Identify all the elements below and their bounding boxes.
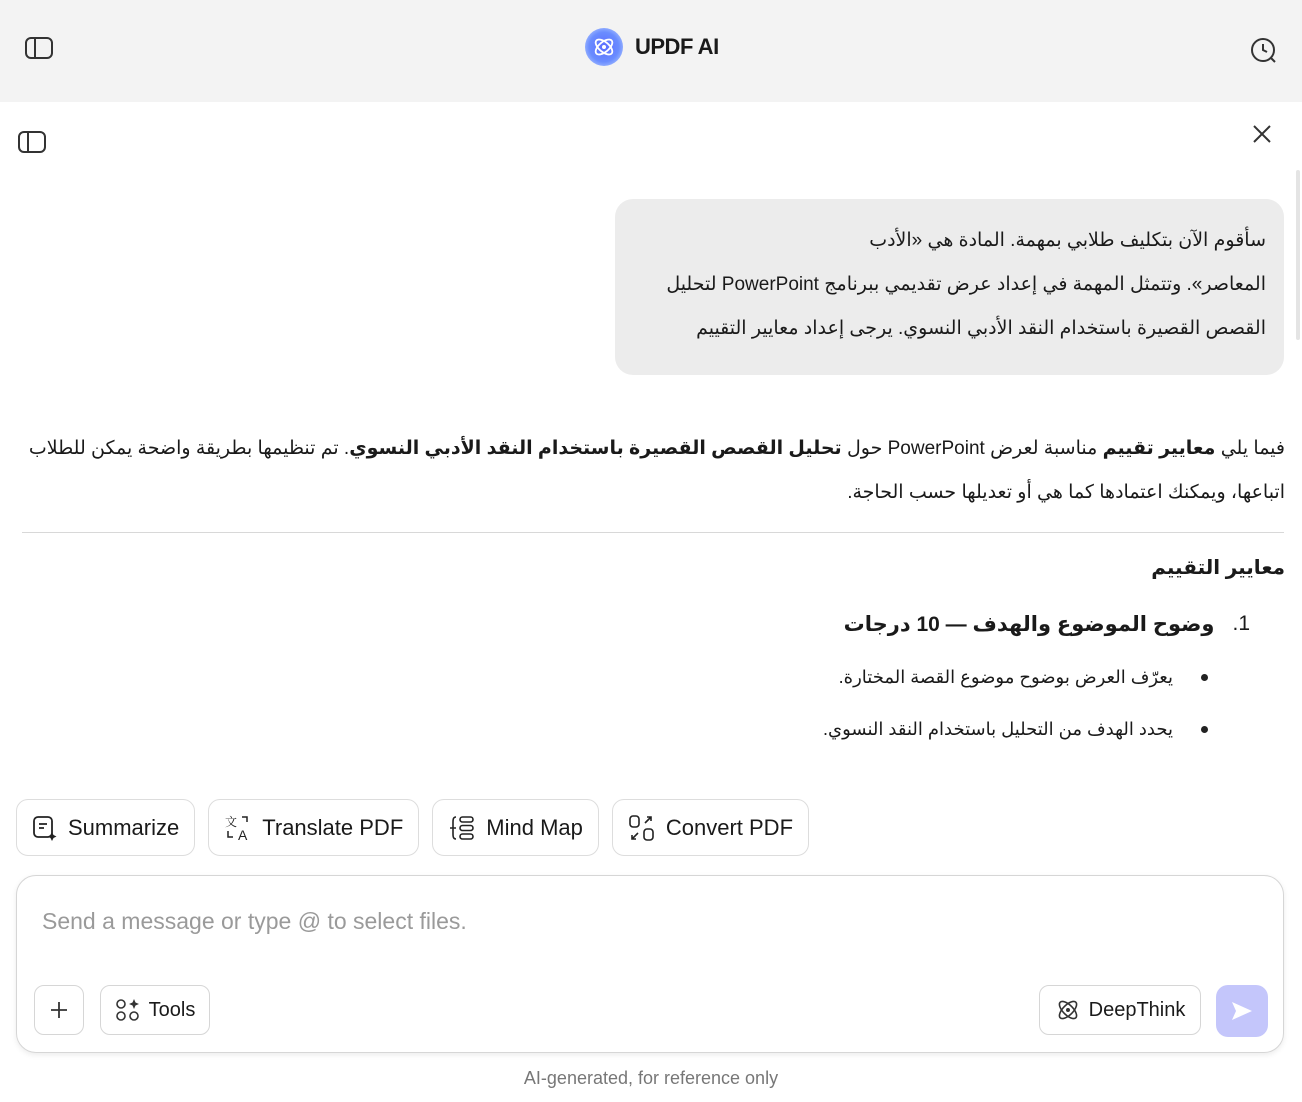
updf-ai-logo-icon xyxy=(585,28,623,66)
message-composer[interactable] xyxy=(16,875,1284,1053)
item-number: 1. xyxy=(1232,612,1250,635)
deepthink-toggle[interactable] xyxy=(1039,985,1201,1035)
panel-sidebar-icon[interactable] xyxy=(18,131,46,158)
bold-text: تحليل القصص القصيرة باستخدام النقد الأدبي النسوي xyxy=(349,438,842,459)
mind-map-button[interactable] xyxy=(432,799,599,856)
bullet-item xyxy=(823,719,1208,740)
disclaimer: AI-generated, for reference only xyxy=(523,1068,779,1088)
text: . تم تنظيمها بطريقة واضحة يمكن للطلاب اتباعها، ويمكنك اعتمادها كما هي أو تعديلها حسب الحاجة. xyxy=(28,438,1285,503)
chip-label: Mind Map xyxy=(486,814,583,840)
item-title: وضوح الموضوع والهدف — 10 درجات xyxy=(843,613,1215,636)
close-icon[interactable] xyxy=(1252,124,1272,149)
translate-pdf-button[interactable] xyxy=(208,799,419,856)
scrollbar[interactable] xyxy=(1296,170,1300,340)
translate-icon xyxy=(224,814,252,842)
add-button[interactable] xyxy=(34,985,84,1035)
app-title: UPDF AI xyxy=(635,34,719,59)
mind-map-icon xyxy=(448,814,476,842)
chip-label: Translate PDF xyxy=(262,814,404,840)
bullet-icon xyxy=(1201,674,1208,681)
bullet-text: يحدد الهدف من التحليل باستخدام النقد النسوي. xyxy=(823,719,1173,739)
divider xyxy=(22,532,1284,533)
tools-label: Tools xyxy=(148,998,196,1021)
summarize-icon xyxy=(32,815,58,841)
ai-answer-intro xyxy=(22,427,1285,515)
text: فيما يلي xyxy=(1215,438,1285,459)
plus-icon xyxy=(49,1000,69,1020)
svg-text:A: A xyxy=(238,826,248,842)
chip-label: Summarize xyxy=(68,814,180,840)
bold-text: معايير تقييم xyxy=(1102,438,1216,459)
convert-icon xyxy=(628,814,656,842)
message-input[interactable]: Send a message or type @ to select files. xyxy=(42,908,467,934)
section-heading: معايير التقييم xyxy=(1151,557,1285,579)
tools-button[interactable] xyxy=(100,985,210,1035)
bullet-item xyxy=(839,667,1208,688)
deepthink-label: DeepThink xyxy=(1088,998,1186,1021)
message-line: القصص القصيرة باستخدام النقد الأدبي النسوي. يرجى إعداد معايير التقييم xyxy=(696,318,1266,339)
bullet-icon xyxy=(1201,726,1208,733)
chip-label: Convert PDF xyxy=(665,814,794,840)
summarize-button[interactable] xyxy=(16,799,195,856)
message-line: سأقوم الآن بتكليف طلابي بمهمة. المادة هي «الأدب xyxy=(869,230,1266,251)
send-button[interactable] xyxy=(1216,985,1268,1037)
message-line: المعاصر». وتتمثل المهمة في إعداد عرض تقديمي ببرنامج PowerPoint لتحليل xyxy=(666,274,1266,295)
user-message xyxy=(615,199,1284,375)
tools-icon xyxy=(115,997,141,1023)
send-icon xyxy=(1230,1000,1254,1022)
list-item xyxy=(844,612,1250,637)
toggle-sidebar-icon[interactable] xyxy=(25,37,53,64)
svg-text:文: 文 xyxy=(225,814,238,829)
convert-pdf-button[interactable] xyxy=(612,799,809,856)
bullet-text: يعرّف العرض بوضوح موضوع القصة المختارة. xyxy=(838,667,1173,687)
brand xyxy=(585,28,719,66)
quick-actions xyxy=(16,799,809,856)
top-bar xyxy=(0,0,1302,102)
atom-icon xyxy=(1055,997,1081,1023)
history-icon[interactable] xyxy=(1249,36,1277,69)
text: مناسبة لعرض PowerPoint حول xyxy=(841,438,1103,459)
